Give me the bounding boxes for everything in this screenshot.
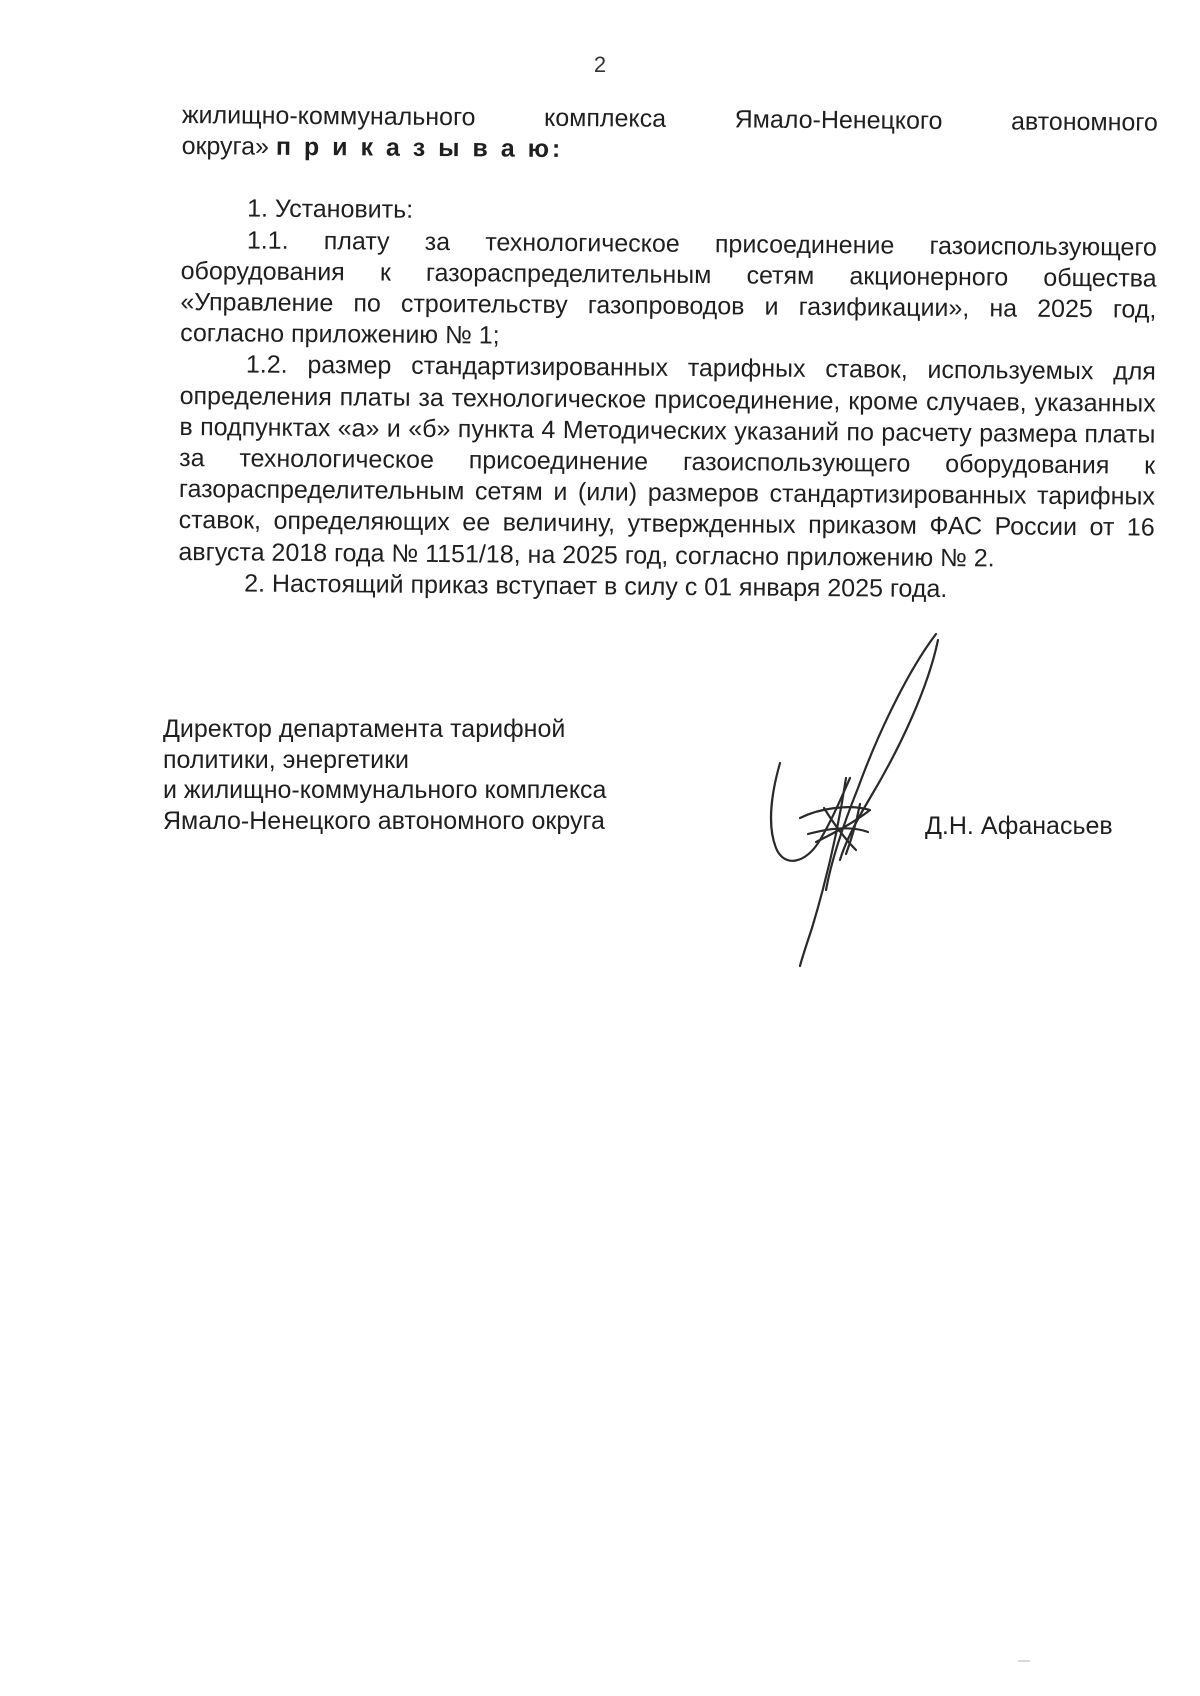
signatory-line: Директор департамента тарифной (163, 715, 566, 743)
signer-name: Д.Н. Афанасьев (925, 812, 1113, 840)
intro-prefix: округа» (181, 132, 270, 161)
signatory-line: и жилищно-коммунального комплекса (163, 776, 607, 804)
scan-artifact (1018, 1660, 1030, 1662)
item-2: 2. Настоящий приказ вступает в силу с 01 января 2025 года. (244, 569, 948, 603)
item-1-1: 1.1. плату за технологическое присоединение газоиспользующего оборудования к газораспределительным сетям акционерного общества «Управление по строительству газопроводов и газификации», на 2025 год, согласно приложению № 1; (180, 226, 1157, 350)
handwritten-signature (760, 628, 950, 968)
signatory-line: политики, энергетики (163, 745, 409, 774)
page-number: 2 (593, 52, 607, 77)
item-1-2: 1.2. размер стандартизированных тарифных ставок, используемых для определения платы за технологическое присоединение, кроме случаев, указанных в подпунктах «а» и «б» пункта 4 Методических указаний по расчету размера платы за технологическое присоединение газоиспользующего оборудования к газораспределительным сетям и (или) размеров стандартизированных тарифных ставок, определяющих ее величину, утвержденных приказом ФАС России от 16 августа 2018 года № 1151/18, на 2025 год, согласно приложению № 2. (178, 350, 1157, 573)
signatory-block (163, 714, 606, 836)
order-keyword: п р и к а з ы в а ю: (275, 132, 564, 164)
intro-line-1: жилищно-коммунального комплекса Ямало-Ненецкого автономного (181, 100, 1158, 137)
order-body (178, 100, 1158, 607)
signatory-line: Ямало-Ненецкого автономного округа (163, 806, 605, 835)
item-1: 1. Установить: (247, 194, 414, 225)
